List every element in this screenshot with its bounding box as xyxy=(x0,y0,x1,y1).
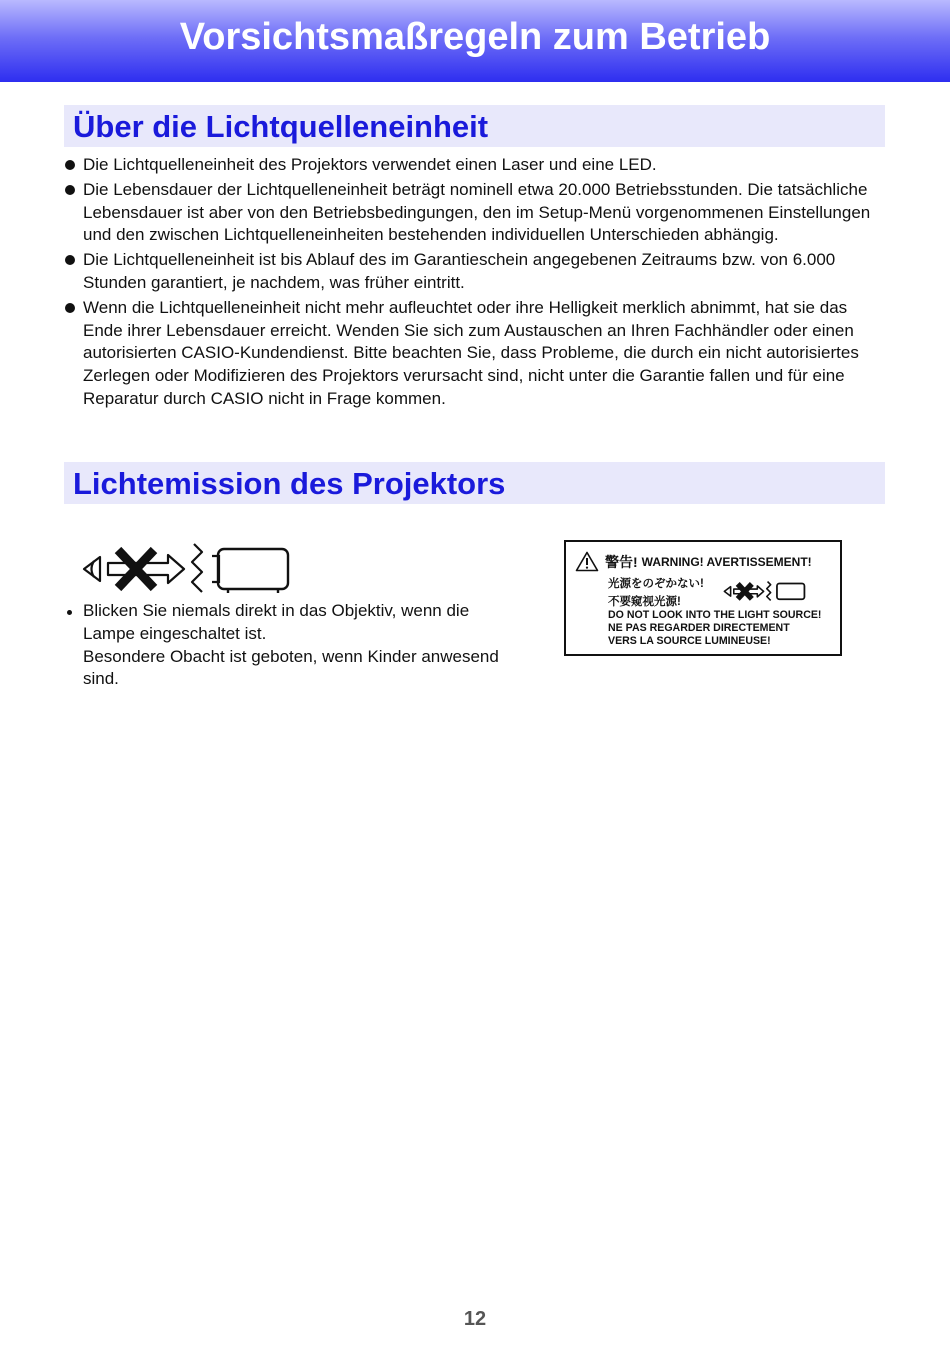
list-item xyxy=(64,179,886,247)
page-title: Vorsichtsmaßregeln zum Betrieb xyxy=(179,16,771,58)
warning-triangle-icon xyxy=(575,551,599,572)
warning-label-cn-line: 不要窥视光源! xyxy=(608,596,681,608)
warning-label-text-lines xyxy=(608,609,821,648)
warning-label-en-line: DO NOT LOOK INTO THE LIGHT SOURCE! xyxy=(608,609,822,621)
warning-label-header xyxy=(575,551,812,572)
light-source-bullet-list xyxy=(64,154,886,413)
section-heading: Über die Lichtquelleneinheit xyxy=(73,108,489,144)
bullet-icon xyxy=(65,185,75,195)
note-line: Blicken Sie niemals direkt in das Objektiv, wenn die xyxy=(83,601,470,620)
list-item-text: Die Lichtquelleneinheit des Projektors verwendet einen Laser und eine LED. xyxy=(83,155,657,174)
list-item xyxy=(64,297,886,411)
warning-label-fr-line: NE PAS REGARDER DIRECTEMENT xyxy=(608,622,790,634)
do-not-look-note xyxy=(64,600,544,691)
mini-do-not-look-icon xyxy=(722,580,806,607)
section-header-light-emission xyxy=(64,462,885,504)
list-item xyxy=(64,249,886,295)
warning-label xyxy=(564,540,842,656)
bullet-icon xyxy=(65,160,75,170)
page-title-banner xyxy=(0,0,950,82)
section-heading: Lichtemission des Projektors xyxy=(73,465,506,501)
note-text xyxy=(64,600,544,691)
warning-label-fr-line: VERS LA SOURCE LUMINEUSE! xyxy=(608,635,771,647)
warning-label-jp-line: 光源をのぞかない! xyxy=(608,578,704,590)
bullet-icon xyxy=(65,255,75,265)
do-not-look-into-projector-icon xyxy=(78,542,292,599)
list-item-text: Wenn die Lichtquelleneinheit nicht mehr aufleuchtet oder ihre Helligkeit merklich abnimmt, hat sie das Ende ihrer Lebensdauer erreicht. Wenden Sie sich zum Austauschen an Ihren Fachhändler oder einen autorisierten CASIO-Kundendienst. Bitte beachten Sie, dass Probleme, die durch ein nicht autorisiertes Zerlegen oder Modifizieren des Projektors verursacht sind, nicht unter die Garantie fallen und für eine Reparatur durch CASIO nicht in Frage kommen. xyxy=(83,297,859,408)
section-header-light-source xyxy=(64,105,885,147)
note-line: Lampe eingeschaltet ist. xyxy=(83,623,267,643)
list-item xyxy=(64,154,886,177)
warning-label-en-warning: WARNING! AVERTISSEMENT! xyxy=(641,554,812,569)
note-line: sind. xyxy=(83,669,119,689)
note-line: Besondere Obacht ist geboten, wenn Kinder anwesend xyxy=(83,646,499,666)
bullet-icon xyxy=(65,303,75,313)
list-item-text: Die Lichtquelleneinheit ist bis Ablauf des im Garantieschein angegebenen Zeitraums bzw. von 6.000 Stunden garantiert, je nachdem, was früher eintritt. xyxy=(83,250,836,292)
bullet-icon xyxy=(67,610,72,615)
warning-label-jp-warning: 警告! xyxy=(605,553,638,570)
page-number: 12 xyxy=(463,1308,487,1330)
list-item-text: Die Lebensdauer der Lichtquelleneinheit beträgt nominell etwa 20.000 Betriebsstunden. Die tatsächliche Lebensdauer ist aber von den Betriebsbedingungen, den im Setup-Menü vorgenommenen Einstellungen und den zwischen Lichtquelleneinheiten bestehenden individuellen Unterschieden abhängig. xyxy=(83,179,871,245)
